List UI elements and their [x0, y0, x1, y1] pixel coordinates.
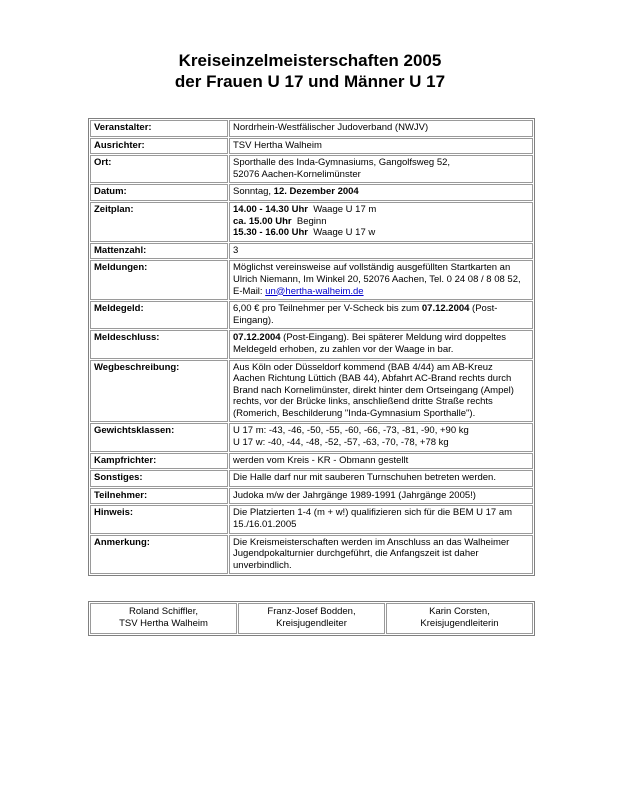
anmerkung-line: unverbindlich.: [233, 559, 292, 571]
row-veranstalter: [90, 120, 533, 137]
gewicht-line-2: U 17 w: -40, -44, -48, -52, -57, -63, -70, -78, +78 kg: [233, 437, 449, 449]
zeitplan-text: Waage U 17 w: [313, 227, 376, 239]
label-ort: Ort:: [90, 155, 228, 183]
label-zeitplan: Zeitplan:: [90, 202, 228, 242]
ort-line-1: Sporthalle des Inda-Gymnasiums, Gangolfsweg 52,: [233, 157, 451, 169]
value-hinweis: [229, 505, 533, 533]
label-teilnehmer: Teilnehmer:: [90, 488, 228, 505]
title-line-2: der Frauen U 17 und Männer U 17: [174, 72, 446, 91]
label-wegbeschreibung: Wegbeschreibung:: [90, 360, 228, 423]
anmerkung-line: Jugendpokalturnier durchgeführt, die Anfangszeit ist daher: [233, 548, 479, 560]
row-meldeschluss: [90, 330, 533, 358]
row-hinweis: [90, 505, 533, 533]
weg-line: Aus Köln oder Düsseldorf kommend (BAB 4/44) am AB-Kreuz: [233, 361, 493, 373]
value-zeitplan: [229, 202, 533, 242]
label-meldeschluss: Meldeschluss:: [90, 330, 228, 358]
meldegeld-suffix: (Post-: [469, 303, 498, 315]
value-wegbeschreibung: [229, 360, 533, 423]
label-mattenzahl: Mattenzahl:: [90, 243, 228, 260]
meldungen-line-2: Ulrich Niemann, Im Winkel 20, 52076 Aachen, Tel. 0 24 08 / 8 08 52,: [233, 273, 521, 285]
meldeschluss-rest: (Post-Eingang). Bei späterer Meldung wird doppeltes: [280, 332, 507, 344]
zeitplan-entry: [233, 227, 530, 239]
label-ausrichter: Ausrichter:: [90, 138, 228, 155]
zeitplan-time: ca. 15.00 Uhr: [233, 215, 292, 227]
signature-role: Kreisjugendleiterin: [420, 618, 499, 629]
label-hinweis: Hinweis:: [90, 505, 228, 533]
signature-cell: [386, 603, 533, 634]
signature-role: Kreisjugendleiter: [276, 618, 347, 629]
label-meldegeld: Meldegeld:: [90, 301, 228, 329]
meldegeld-date: 07.12.2004: [421, 303, 470, 315]
row-meldungen: [90, 260, 533, 300]
label-kampfrichter: Kampfrichter:: [90, 453, 228, 470]
zeitplan-text: Beginn: [296, 215, 327, 227]
value-meldungen: [229, 260, 533, 300]
value-ort: [229, 155, 533, 183]
zeitplan-time: 14.00 - 14.30 Uhr: [233, 203, 308, 215]
datum-date: 12. Dezember 2004: [273, 186, 359, 198]
value-veranstalter: Nordrhein-Westfälischer Judoverband (NWJV): [229, 120, 533, 137]
hinweis-line-1: Die Platzierten 1-4 (m + w!) qualifizieren sich für die BEM U 17 am: [233, 507, 513, 519]
weg-line: rechts, vor der Brücke links, anschließend dritte Straße rechts: [233, 396, 493, 408]
meldeschluss-date: 07.12.2004: [233, 332, 281, 344]
meldegeld-prefix: 6,00 € pro Teilnehmer per V-Scheck bis zum: [233, 303, 422, 315]
signature-name: Karin Corsten,: [429, 606, 490, 617]
email-link[interactable]: un@hertha-walheim.de: [265, 285, 364, 297]
ort-line-2: 52076 Aachen-Kornelimünster: [233, 168, 361, 180]
weg-line: (Romerich, Beschilderung "Inda-Gymnasium Sporthalle").: [233, 407, 476, 419]
value-sonstiges: Die Halle darf nur mit sauberen Turnschuhen betreten werden.: [229, 470, 533, 487]
signature-row: [90, 603, 533, 634]
value-ausrichter: TSV Hertha Walheim: [229, 138, 533, 155]
label-anmerkung: Anmerkung:: [90, 535, 228, 575]
value-kampfrichter: werden vom Kreis - KR - Obmann gestellt: [229, 453, 533, 470]
signature-role: TSV Hertha Walheim: [119, 618, 208, 629]
label-datum: Datum:: [90, 184, 228, 201]
signature-cell: [90, 603, 237, 634]
row-ort: [90, 155, 533, 183]
value-anmerkung: [229, 535, 533, 575]
meldungen-line-1: Möglichst vereinsweise auf vollständig ausgefüllten Startkarten an: [233, 262, 511, 274]
meldegeld-line-1: [233, 303, 530, 315]
meldungen-email-line: [233, 286, 530, 298]
zeitplan-entry: [233, 204, 530, 216]
zeitplan-entry: [233, 216, 530, 228]
row-wegbeschreibung: [90, 360, 533, 423]
meldeschluss-line-1: [233, 332, 530, 344]
value-gewichtsklassen: [229, 423, 533, 451]
signature-name: Franz-Josef Bodden,: [267, 606, 356, 617]
info-table: [88, 118, 535, 576]
row-meldegeld: [90, 301, 533, 329]
row-zeitplan: [90, 202, 533, 242]
row-kampfrichter: [90, 453, 533, 470]
row-sonstiges: [90, 470, 533, 487]
row-teilnehmer: [90, 488, 533, 505]
value-mattenzahl: 3: [229, 243, 533, 260]
meldegeld-line-2: Eingang).: [233, 314, 274, 326]
weg-line: Brand nach Kornelimünster, direkt hinter dem Ortseingang (Ampel): [233, 384, 514, 396]
gewicht-line-1: U 17 m: -43, -46, -50, -55, -60, -66, -73, -81, -90, +90 kg: [233, 425, 469, 437]
meldeschluss-line-2: Meldegeld erhoben, zu zahlen vor der Waage in bar.: [233, 343, 454, 355]
value-meldegeld: [229, 301, 533, 329]
datum-prefix: Sonntag,: [233, 186, 274, 198]
value-meldeschluss: [229, 330, 533, 358]
signature-cell: [238, 603, 385, 634]
value-datum: [229, 184, 533, 201]
row-ausrichter: [90, 138, 533, 155]
label-gewichtsklassen: Gewichtsklassen:: [90, 423, 228, 451]
zeitplan-time: 15.30 - 16.00 Uhr: [233, 227, 308, 239]
email-prefix: E-Mail:: [233, 285, 266, 297]
signature-table: [88, 601, 535, 636]
value-teilnehmer: Judoka m/w der Jahrgänge 1989-1991 (Jahrgänge 2005!): [229, 488, 533, 505]
hinweis-line-2: 15./16.01.2005: [233, 519, 297, 531]
label-sonstiges: Sonstiges:: [90, 470, 228, 487]
anmerkung-line: Die Kreismeisterschaften werden im Anschluss an das Walheimer: [233, 536, 510, 548]
row-anmerkung: [90, 535, 533, 575]
row-mattenzahl: [90, 243, 533, 260]
label-veranstalter: Veranstalter:: [90, 120, 228, 137]
row-datum: [90, 184, 533, 201]
document-title: [0, 50, 620, 92]
signature-name: Roland Schiffler,: [128, 606, 198, 617]
label-meldungen: Meldungen:: [90, 260, 228, 300]
row-gewichtsklassen: [90, 423, 533, 451]
weg-line: Aachen Richtung Lüttich (BAB 44), Abfahrt AC-Brand rechts durch: [233, 373, 512, 385]
title-line-1: Kreiseinzelmeisterschaften 2005: [178, 51, 442, 70]
zeitplan-text: Waage U 17 m: [313, 203, 377, 215]
